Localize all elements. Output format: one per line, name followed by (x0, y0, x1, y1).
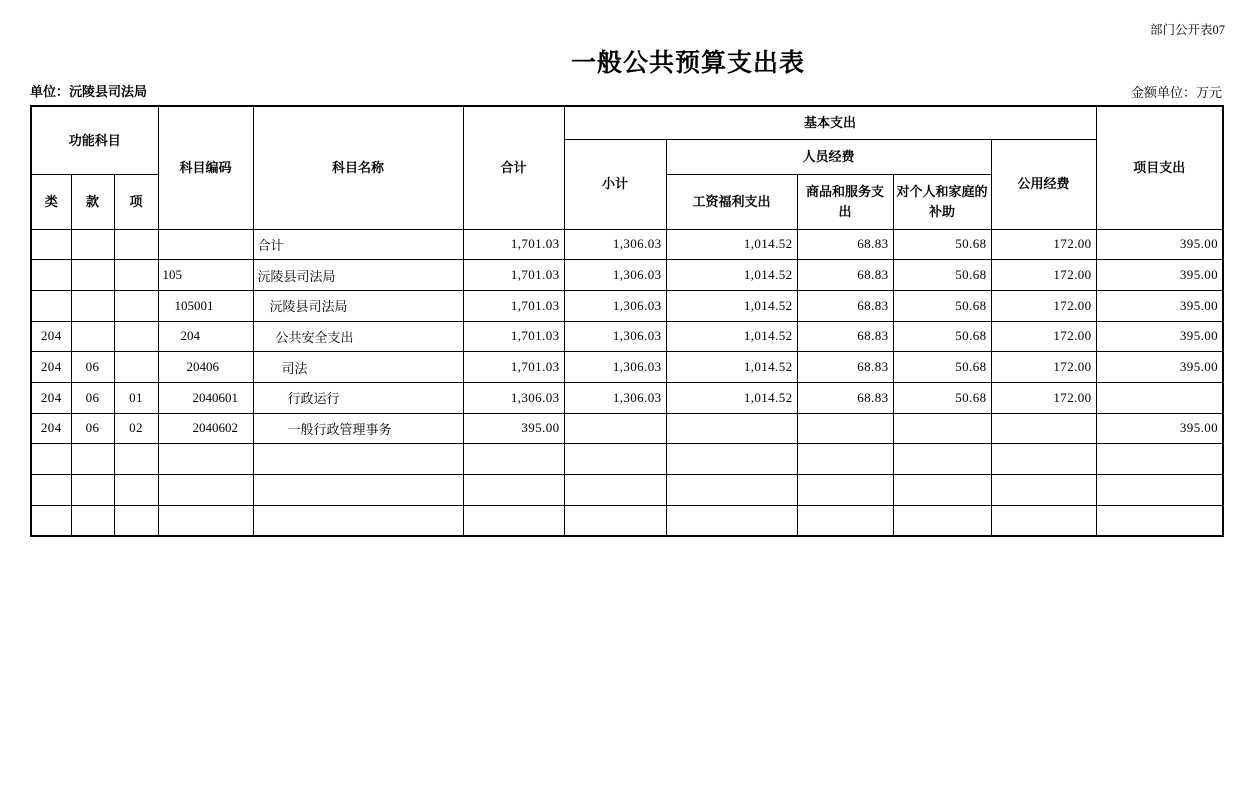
cell-name: 行政运行 (253, 382, 463, 413)
cell-salary: 1,014.52 (666, 321, 797, 352)
cell-code: 2040601 (158, 382, 253, 413)
cell-name: 公共安全支出 (253, 321, 463, 352)
cell-name: 沅陵县司法局 (253, 290, 463, 321)
cell-subtotal (564, 444, 666, 475)
cell-subsidy (893, 444, 991, 475)
table-row (31, 229, 1223, 260)
cell-name: 沅陵县司法局 (253, 260, 463, 291)
cell-salary: 1,014.52 (666, 260, 797, 291)
cell-salary (666, 413, 797, 444)
cell-xiang: 02 (114, 413, 158, 444)
cell-total: 1,701.03 (463, 352, 564, 383)
header-lei: 类 (31, 174, 71, 229)
cell-name (253, 475, 463, 506)
cell-xiang (114, 290, 158, 321)
cell-salary (666, 444, 797, 475)
table-row (31, 321, 1223, 352)
cell-kuan (71, 444, 114, 475)
cell-public (991, 413, 1096, 444)
header-total: 合计 (463, 106, 564, 229)
cell-total: 1,701.03 (463, 260, 564, 291)
cell-kuan: 06 (71, 382, 114, 413)
cell-project (1096, 382, 1223, 413)
cell-public: 172.00 (991, 352, 1096, 383)
cell-total (463, 444, 564, 475)
cell-public (991, 475, 1096, 506)
cell-code (158, 475, 253, 506)
header-subtotal: 小计 (564, 139, 666, 229)
cell-xiang (114, 475, 158, 506)
cell-name: 司法 (253, 352, 463, 383)
cell-total (463, 475, 564, 506)
cell-lei (31, 505, 71, 536)
cell-total: 1,701.03 (463, 229, 564, 260)
cell-code: 20406 (158, 352, 253, 383)
cell-subsidy: 50.68 (893, 290, 991, 321)
cell-goods (797, 413, 893, 444)
header-salary-welfare: 工资福利支出 (666, 174, 797, 229)
cell-project: 395.00 (1096, 290, 1223, 321)
cell-public: 172.00 (991, 290, 1096, 321)
cell-project: 395.00 (1096, 321, 1223, 352)
header-subject-name: 科目名称 (253, 106, 463, 229)
cell-code: 105001 (158, 290, 253, 321)
cell-code (158, 505, 253, 536)
cell-total: 1,306.03 (463, 382, 564, 413)
cell-subsidy: 50.68 (893, 260, 991, 291)
cell-salary: 1,014.52 (666, 290, 797, 321)
cell-code: 105 (158, 260, 253, 291)
cell-total (463, 505, 564, 536)
cell-xiang (114, 352, 158, 383)
budget-table (30, 105, 1224, 537)
cell-kuan (71, 321, 114, 352)
cell-public (991, 505, 1096, 536)
cell-code (158, 229, 253, 260)
cell-lei (31, 260, 71, 291)
table-row (31, 505, 1223, 536)
cell-name (253, 444, 463, 475)
table-row (31, 382, 1223, 413)
cell-subsidy (893, 413, 991, 444)
cell-lei: 204 (31, 382, 71, 413)
header-personnel-funds: 人员经费 (666, 139, 991, 174)
cell-subtotal: 1,306.03 (564, 260, 666, 291)
header-project-expenditure: 项目支出 (1096, 106, 1223, 229)
cell-name: 合计 (253, 229, 463, 260)
table-body (31, 229, 1223, 536)
cell-subsidy: 50.68 (893, 382, 991, 413)
page-title: 一般公共预算支出表 (570, 50, 806, 77)
cell-total: 1,701.03 (463, 321, 564, 352)
cell-subtotal: 1,306.03 (564, 321, 666, 352)
cell-subtotal (564, 475, 666, 506)
cell-lei: 204 (31, 321, 71, 352)
cell-project: 395.00 (1096, 260, 1223, 291)
cell-salary (666, 475, 797, 506)
cell-xiang (114, 321, 158, 352)
cell-project (1096, 505, 1223, 536)
cell-xiang (114, 229, 158, 260)
cell-lei (31, 444, 71, 475)
cell-lei (31, 290, 71, 321)
cell-goods: 68.83 (797, 382, 893, 413)
header-public-funds: 公用经费 (991, 139, 1096, 229)
cell-kuan: 06 (71, 352, 114, 383)
cell-goods: 68.83 (797, 260, 893, 291)
cell-xiang: 01 (114, 382, 158, 413)
cell-kuan: 06 (71, 413, 114, 444)
cell-subsidy: 50.68 (893, 321, 991, 352)
cell-subtotal (564, 505, 666, 536)
cell-lei: 204 (31, 413, 71, 444)
cell-goods (797, 505, 893, 536)
cell-subtotal: 1,306.03 (564, 382, 666, 413)
cell-salary: 1,014.52 (666, 382, 797, 413)
table-row (31, 260, 1223, 291)
cell-public: 172.00 (991, 260, 1096, 291)
unit-label: 单位：沅陵县司法局 (30, 84, 148, 99)
cell-project: 395.00 (1096, 229, 1223, 260)
header-functional-subject: 功能科目 (31, 106, 158, 174)
header-personal-family-subsidy: 对个人和家庭的补助 (893, 174, 991, 229)
cell-lei (31, 229, 71, 260)
cell-goods (797, 475, 893, 506)
table-row (31, 444, 1223, 475)
cell-subtotal (564, 413, 666, 444)
cell-salary: 1,014.52 (666, 352, 797, 383)
cell-kuan (71, 505, 114, 536)
cell-xiang (114, 260, 158, 291)
cell-project (1096, 444, 1223, 475)
cell-total: 395.00 (463, 413, 564, 444)
cell-subtotal: 1,306.03 (564, 290, 666, 321)
header-goods-services: 商品和服务支出 (797, 174, 893, 229)
cell-kuan (71, 290, 114, 321)
cell-public: 172.00 (991, 382, 1096, 413)
cell-name: 一般行政管理事务 (253, 413, 463, 444)
cell-goods: 68.83 (797, 290, 893, 321)
cell-salary (666, 505, 797, 536)
cell-kuan (71, 260, 114, 291)
cell-xiang (114, 505, 158, 536)
cell-subsidy: 50.68 (893, 352, 991, 383)
cell-subtotal: 1,306.03 (564, 352, 666, 383)
cell-subsidy (893, 475, 991, 506)
cell-public: 172.00 (991, 229, 1096, 260)
cell-public (991, 444, 1096, 475)
header-xiang: 项 (114, 174, 158, 229)
cell-project (1096, 475, 1223, 506)
cell-salary: 1,014.52 (666, 229, 797, 260)
cell-goods: 68.83 (797, 229, 893, 260)
cell-goods (797, 444, 893, 475)
table-row (31, 352, 1223, 383)
cell-subtotal: 1,306.03 (564, 229, 666, 260)
cell-lei: 204 (31, 352, 71, 383)
table-row (31, 413, 1223, 444)
cell-code (158, 444, 253, 475)
header-basic-expenditure: 基本支出 (564, 106, 1096, 139)
header-kuan: 款 (71, 174, 114, 229)
cell-kuan (71, 475, 114, 506)
table-row (31, 475, 1223, 506)
cell-project: 395.00 (1096, 413, 1223, 444)
header-subject-code: 科目编码 (158, 106, 253, 229)
table-row (31, 290, 1223, 321)
cell-code: 204 (158, 321, 253, 352)
cell-total: 1,701.03 (463, 290, 564, 321)
cell-subsidy (893, 505, 991, 536)
cell-lei (31, 475, 71, 506)
cell-code: 2040602 (158, 413, 253, 444)
amount-unit-label: 金额单位：万元 (1130, 85, 1222, 100)
cell-name (253, 505, 463, 536)
cell-goods: 68.83 (797, 352, 893, 383)
cell-subsidy: 50.68 (893, 229, 991, 260)
cell-public: 172.00 (991, 321, 1096, 352)
form-number-label: 部门公开表07 (1149, 23, 1225, 37)
cell-kuan (71, 229, 114, 260)
cell-xiang (114, 444, 158, 475)
cell-goods: 68.83 (797, 321, 893, 352)
cell-project: 395.00 (1096, 352, 1223, 383)
